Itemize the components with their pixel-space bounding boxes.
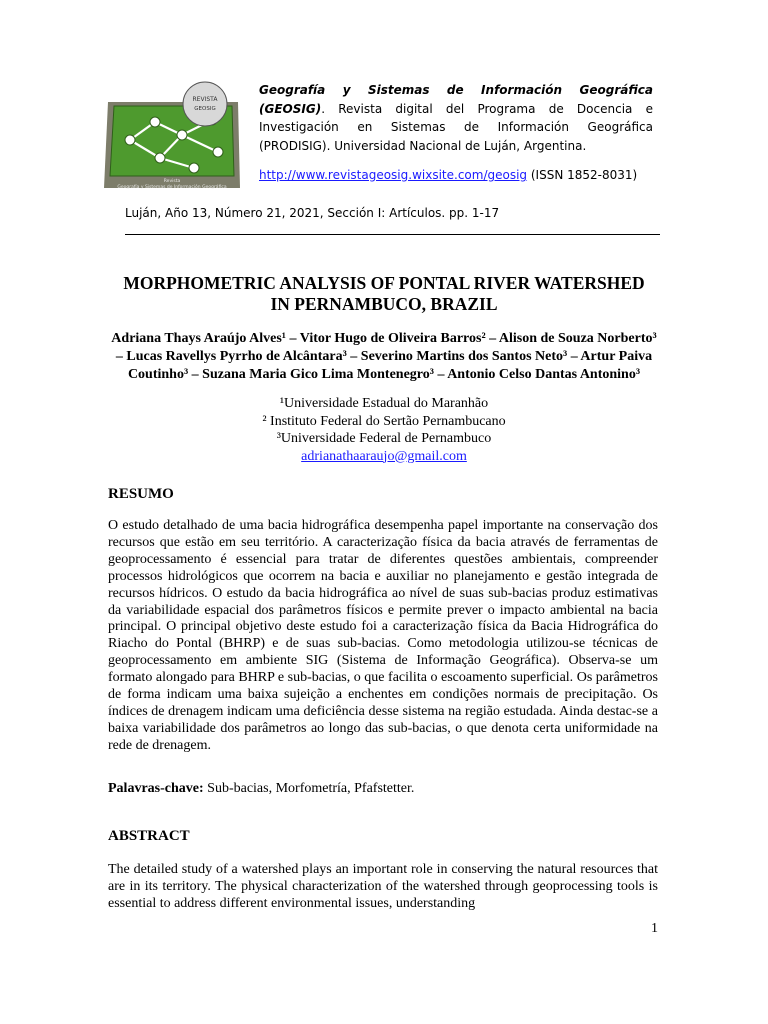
- article-title-line2: IN PERNAMBUCO, BRAZIL: [270, 294, 498, 314]
- affiliation-1: ¹Universidade Estadual do Maranhão: [279, 396, 489, 411]
- journal-url-link[interactable]: http://www.revistageosig.wixsite.com/geosig: [259, 168, 528, 182]
- page-number: 1: [651, 921, 658, 936]
- author-list: Adriana Thays Araújo Alves¹ – Vitor Hugo de Oliveira Barros² – Alison de Souza Norberto³ – Lucas Ravellys Pyrrho de Alcântara³ – Severino Martins dos Santos Neto³ – Artur Paiva Coutinho³ – Suzana Maria Gico Lima Montenegro³ – Antonio Celso Dantas Antonino³: [111, 331, 657, 382]
- keywords-values: Sub-bacias, Morfometría, Pfafstetter.: [207, 781, 415, 796]
- resumo-text: O estudo detalhado de uma bacia hidrográfica desempenha papel importante na conservação dos recursos que estão em seu território. A caracterização física da bacia através de ferramentas de geoprocessamento é essencial para tratar de diferentes questões ambientais, compreender processos hidrológicos que ocorrem na bacia e auxiliar no planejamento e gestão integrada de recursos hídricos. O estudo da bacia hidrográfica ao nível de suas sub-bacias produz estimativas da variabilidade espacial dos parâmetros físicos e permite prever o impacto ambiental na bacia principal. O principal objetivo deste estudo foi a caracterização física da Bacia Hidrográfica do Riacho do Pontal (BHRP) e de suas sub-bacias. Como metodologia utilizou-se técnicas de geoprocessamento em ambiente SIG (Sistema de Informação Geográfica). Observa-se um formato alongado para BHRP e sub-bacias, o que facilita o escoamento superficial. Os parâmetros de forma indicam uma baixa sujeição a enchentes em condições normais de precipitação. Os índices de drenagem indicam uma deficiência desse sistema na região estudada. Ainda destac-se a baixa variabilidade dos parâmetros ao longo das sub-bacias, o que denota certa uniformidade na rede de drenagem.: [108, 518, 658, 753]
- logo-caption-line1: Revista: [163, 179, 181, 184]
- issue-line: Luján, Año 13, Número 21, 2021, Sección I: Artículos. pp. 1-17: [125, 206, 500, 220]
- logo-caption-line2: Geografía y Sistemas de Información Geográfica: [117, 185, 227, 190]
- abstract-text: The detailed study of a watershed plays an important role in conserving the natural resources that are in its territory. The physical characterization of the watershed through geoprocessing tools is essential to address different environmental issues, understanding: [108, 862, 658, 911]
- journal-url-line: [259, 166, 653, 185]
- journal-title-suffix: .: [321, 101, 326, 116]
- contact-email-link[interactable]: adrianathaaraujo@gmail.com: [301, 448, 467, 464]
- journal-block: [259, 81, 653, 155]
- logo-badge-line1: REVISTA: [192, 96, 218, 103]
- journal-description: Revista digital del Programa de Docencia e Investigación en Sistemas de Información Geográfica (PRODISIG). Universidad Nacional de Luján, Argentina.: [259, 101, 653, 153]
- journal-title: Geografía y Sistemas de Información Geográfica (GEOSIG): [259, 83, 653, 116]
- article-title: [108, 273, 660, 315]
- keywords-line: [108, 781, 414, 797]
- logo-badge: [183, 82, 227, 126]
- logo-badge-line2: GEOSIG: [194, 106, 216, 112]
- header-divider: [125, 234, 660, 235]
- abstract-heading: ABSTRACT: [108, 828, 190, 844]
- article-title-line1: MORPHOMETRIC ANALYSIS OF PONTAL RIVER WATERSHED: [123, 273, 645, 293]
- journal-header: [259, 81, 653, 185]
- affiliation-2: ² Instituto Federal do Sertão Pernambucano: [262, 413, 506, 429]
- journal-issn: (ISSN 1852-8031): [530, 168, 638, 182]
- affiliation-3: ³Universidade Federal de Pernambuco: [276, 431, 492, 446]
- keywords-label: Palavras-chave:: [108, 781, 204, 796]
- geosig-logo: [100, 80, 244, 194]
- resumo-heading: RESUMO: [108, 486, 174, 502]
- affiliations: [108, 395, 660, 465]
